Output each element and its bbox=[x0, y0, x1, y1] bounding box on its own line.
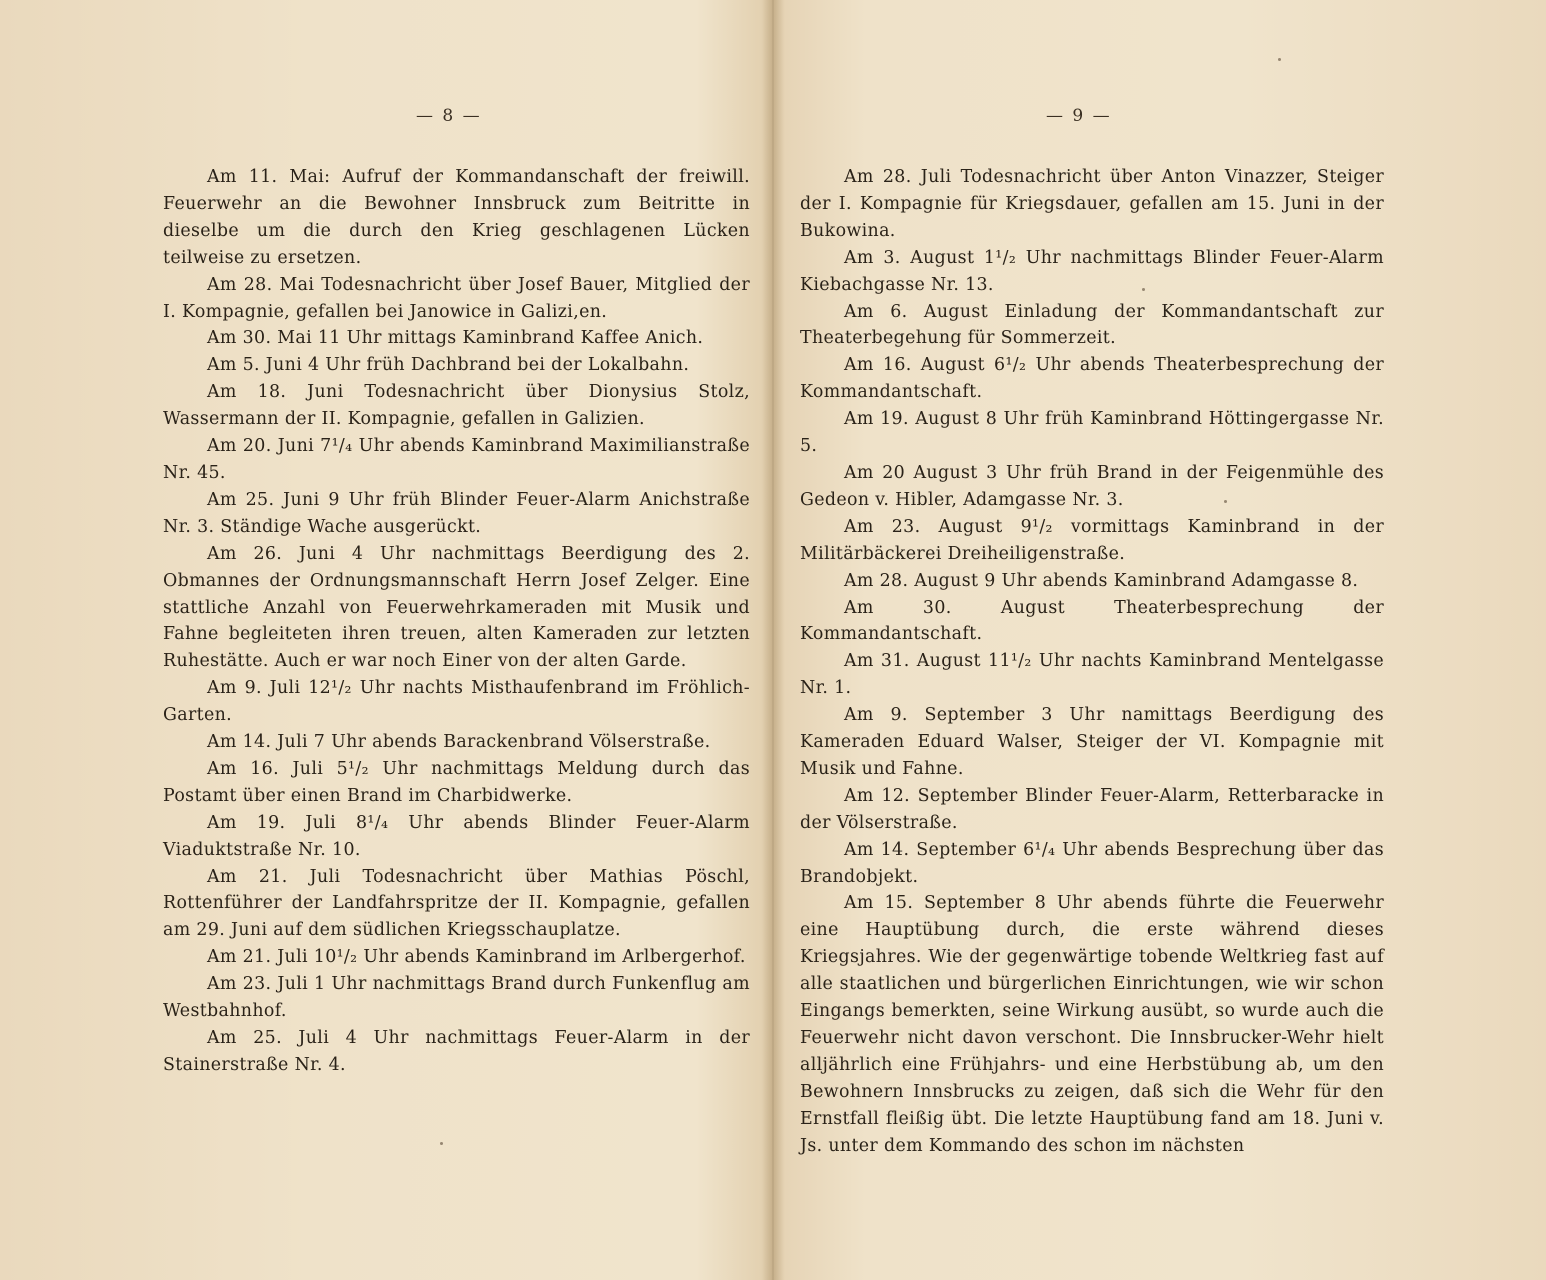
entry-paragraph: Am 30. Mai 11 Uhr mittags Kaminbrand Kaffee Anich. bbox=[207, 328, 704, 349]
entry-paragraph: Am 26. Juni 4 Uhr nachmittags Beerdigung des 2. Obmannes der Ordnungsmannschaft Herrn Josef Zelger. Eine stattliche Anzahl von Feuerwehrkameraden mit Musik und Fahne begleiteten ihren treuen, alten Kameraden zur letzten Ruhestätte. Auch er war noch Einer von der alten Garde. bbox=[163, 543, 750, 672]
entry-paragraph: Am 30. August Theaterbesprechung der Kommandantschaft. bbox=[800, 597, 1384, 645]
entry-paragraph: Am 18. Juni Todesnachricht über Dionysius Stolz, Wassermann der II. Kompagnie, gefallen in Galizien. bbox=[163, 382, 750, 430]
entry-paragraph: Am 31. August 11¹/₂ Uhr nachts Kaminbrand Mentelgasse Nr. 1. bbox=[800, 651, 1384, 699]
left-page bbox=[0, 0, 770, 1280]
paper-speck bbox=[1278, 58, 1281, 61]
page-number-left: — 8 — bbox=[416, 106, 482, 126]
entry-paragraph: Am 25. Juli 4 Uhr nachmittags Feuer-Alarm in der Stainerstraße Nr. 4. bbox=[163, 1028, 750, 1075]
entry-paragraph: Am 19. August 8 Uhr früh Kaminbrand Höttingergasse Nr. 5. bbox=[800, 409, 1384, 457]
entry-paragraph: Am 20. Juni 7¹/₄ Uhr abends Kaminbrand Maximilianstraße Nr. 45. bbox=[163, 436, 750, 483]
left-page-text bbox=[163, 164, 750, 1079]
entry-paragraph: Am 6. August Einladung der Kommandantschaft zur Theaterbegehung für Sommerzeit. bbox=[800, 301, 1384, 349]
paper-speck bbox=[1224, 500, 1227, 503]
entry-paragraph: Am 28. August 9 Uhr abends Kaminbrand Adamgasse 8. bbox=[844, 570, 1359, 591]
entry-paragraph: Am 14. September 6¹/₄ Uhr abends Besprechung über das Brandobjekt. bbox=[800, 839, 1384, 887]
entry-paragraph: Am 25. Juni 9 Uhr früh Blinder Feuer-Alarm Anichstraße Nr. 3. Ständige Wache ausgerückt. bbox=[163, 489, 750, 537]
entry-paragraph: Am 23. August 9¹/₂ vormittags Kaminbrand in der Militärbäckerei Dreiheiligenstraße. bbox=[800, 516, 1384, 564]
entry-paragraph: Am 28. Mai Todesnachricht über Josef Bauer, Mitglied der I. Kompagnie, gefallen bei Janowice in Galizi,en. bbox=[163, 274, 750, 322]
entry-paragraph: Am 11. Mai: Aufruf der Kommandanschaft der freiwill. Feuerwehr an die Bewohner Innsbruck zum Beitritte in dieselbe um die durch den Krieg geschlagenen Lücken teilweise zu ersetzen. bbox=[163, 167, 750, 268]
paper-speck bbox=[440, 1142, 443, 1145]
entry-paragraph: Am 21. Juli 10¹/₂ Uhr abends Kaminbrand im Arlbergerhof. bbox=[207, 947, 746, 968]
page-number-right: — 9 — bbox=[1046, 106, 1112, 126]
entry-paragraph: Am 9. September 3 Uhr namittags Beerdigung des Kameraden Eduard Walser, Steiger der VI. Kompagnie mit Musik und Fahne. bbox=[800, 705, 1384, 779]
entry-paragraph: Am 9. Juli 12¹/₂ Uhr nachts Misthaufenbrand im Fröhlich-Garten. bbox=[163, 678, 750, 726]
entry-paragraph: Am 16. August 6¹/₂ Uhr abends Theaterbesprechung der Kommandantschaft. bbox=[800, 355, 1384, 403]
entry-paragraph: Am 14. Juli 7 Uhr abends Barackenbrand Völserstraße. bbox=[207, 732, 711, 753]
entry-paragraph: Am 21. Juli Todesnachricht über Mathias Pöschl, Rottenführer der Landfahrspritze der II. Kompagnie, gefallen am 29. Juni auf dem südlichen Kriegsschauplatze. bbox=[163, 866, 750, 941]
entry-paragraph: Am 19. Juli 8¹/₄ Uhr abends Blinder Feuer-Alarm Viaduktstraße Nr. 10. bbox=[163, 812, 750, 860]
entry-paragraph: Am 28. Juli Todesnachricht über Anton Vinazzer, Steiger der I. Kompagnie für Kriegsdauer, gefallen am 15. Juni in der Bukowina. bbox=[800, 167, 1384, 241]
right-page bbox=[778, 0, 1546, 1280]
entry-paragraph: Am 3. August 1¹/₂ Uhr nachmittags Blinder Feuer-Alarm Kiebachgasse Nr. 13. bbox=[800, 247, 1384, 295]
entry-paragraph: Am 5. Juni 4 Uhr früh Dachbrand bei der Lokalbahn. bbox=[207, 355, 690, 376]
entry-paragraph: Am 16. Juli 5¹/₂ Uhr nachmittags Meldung durch das Postamt über einen Brand im Charbidwerke. bbox=[163, 758, 750, 806]
entry-paragraph: Am 23. Juli 1 Uhr nachmittags Brand durch Funkenflug am Westbahnhof. bbox=[163, 974, 750, 1022]
paper-speck bbox=[1142, 288, 1145, 291]
entry-paragraph: Am 15. September 8 Uhr abends führte die Feuerwehr eine Hauptübung durch, die erste während dieses Kriegsjahres. Wie der gegenwärtige tobende Weltkrieg fast auf alle staatlichen und bürgerlichen Einrichtungen, wie wir schon Eingangs bemerkten, seine Wirkung ausübt, so wurde auch die Feuerwehr nicht davon verschont. Die Innsbrucker-Wehr hielt alljährlich eine Frühjahrs- und eine Herbstübung ab, um den Bewohnern Innsbrucks zu zeigen, daß sich die Wehr für den Ernstfall fleißig übt. Die letzte Hauptübung fand am 18. Juni v. Js. unter dem Kommando des schon im nächsten bbox=[800, 893, 1384, 1156]
right-page-text bbox=[800, 164, 1384, 1160]
entry-paragraph: Am 12. September Blinder Feuer-Alarm, Retterbaracke in der Völserstraße. bbox=[800, 785, 1384, 833]
entry-paragraph: Am 20 August 3 Uhr früh Brand in der Feigenmühle des Gedeon v. Hibler, Adamgasse Nr. 3. bbox=[800, 462, 1384, 510]
